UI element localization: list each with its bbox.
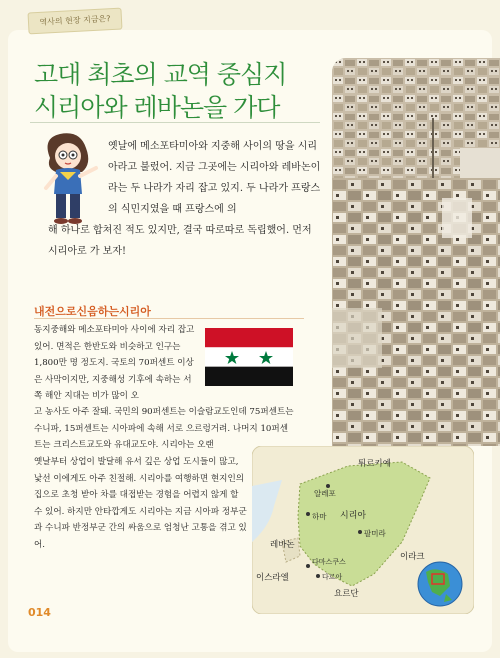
page-number: 014 <box>28 606 51 619</box>
map-label-jordan: 요르단 <box>334 589 359 599</box>
map-label-palmyra: 팔미라 <box>364 529 386 538</box>
map-label-aleppo: 알레포 <box>314 489 336 498</box>
map-label-damascus: 다마스쿠스 <box>312 558 346 566</box>
map-label-syria: 시리아 <box>340 511 367 521</box>
city-photo <box>332 58 500 446</box>
girl-character-illustration <box>36 128 100 226</box>
syria-flag-icon <box>205 328 293 386</box>
page-title-line2: 시리아와 레바논을 가다 <box>34 93 280 122</box>
map-label-turkey: 튀르키예 <box>358 459 391 469</box>
section-body-part2: 고 농사도 아주 잘돼. 국민의 90퍼센트는 이슬람교도인데 75퍼센트는 수니파, 15퍼센트는 시아파에 속해 서로 으르렁거려. 나머지 10퍼센트는 크리스트교도와 유대교도야. 시리아는 오랜 <box>34 407 294 450</box>
section-heading: 내전으로신음하는시리아 <box>34 305 151 318</box>
map-label-daraa: 다르아 <box>322 573 343 581</box>
section-body-part3: 옛날부터 상업이 발달해 유서 깊은 상업 도시들이 많고, 낯선 이에게도 아주 친절해. 시리아를 여행하면 현지인의 집으로 초청 받아 차를 대접받는 경험을 어렵지 않게 할 수 있어. 하지만 안타깝게도 시리아는 지금 시아파 정부군과 수니파 반정부군 간의 싸움으로 엄청난 고통을 겪고 있어. <box>34 457 247 550</box>
section-divider <box>34 318 304 319</box>
map-label-lebanon: 레바논 <box>270 540 295 550</box>
intro-paragraph-part1: 옛날에 메소포타미아와 지중해 사이의 땅을 시리아라고 불렀어. 지금 그곳에는 시리아와 레바논이라는 두 나라가 자리 잡고 있지. 두 나라가 프랑스의 식민지였을 때 프랑스에 의 <box>108 141 321 215</box>
map-label-hama: 하마 <box>312 512 327 521</box>
intro-paragraph-part2: 해 하나로 합쳐진 적도 있지만, 결국 따로따로 독립했어. 먼저 시리아로 가 보자! <box>48 225 312 257</box>
map-label-israel: 이스라엘 <box>256 573 289 583</box>
page-title-line1: 고대 최초의 교역 중심지 <box>34 60 287 89</box>
syria-region-map <box>252 446 474 614</box>
title-underline <box>30 122 320 123</box>
section-body-part1: 동지중해와 메소포타미아 사이에 자리 잡고 있어. 면적은 한반도와 비슷하고 인구는 1,800만 명 정도지. 국토의 70퍼센트 이상은 사막이지만, 지중해성 기후에 속하는 서쪽 해안 지대는 비가 많이 오 <box>34 325 195 401</box>
series-tab: 역사의 현장 지금은? <box>27 8 122 35</box>
map-label-iraq: 이라크 <box>400 552 425 562</box>
